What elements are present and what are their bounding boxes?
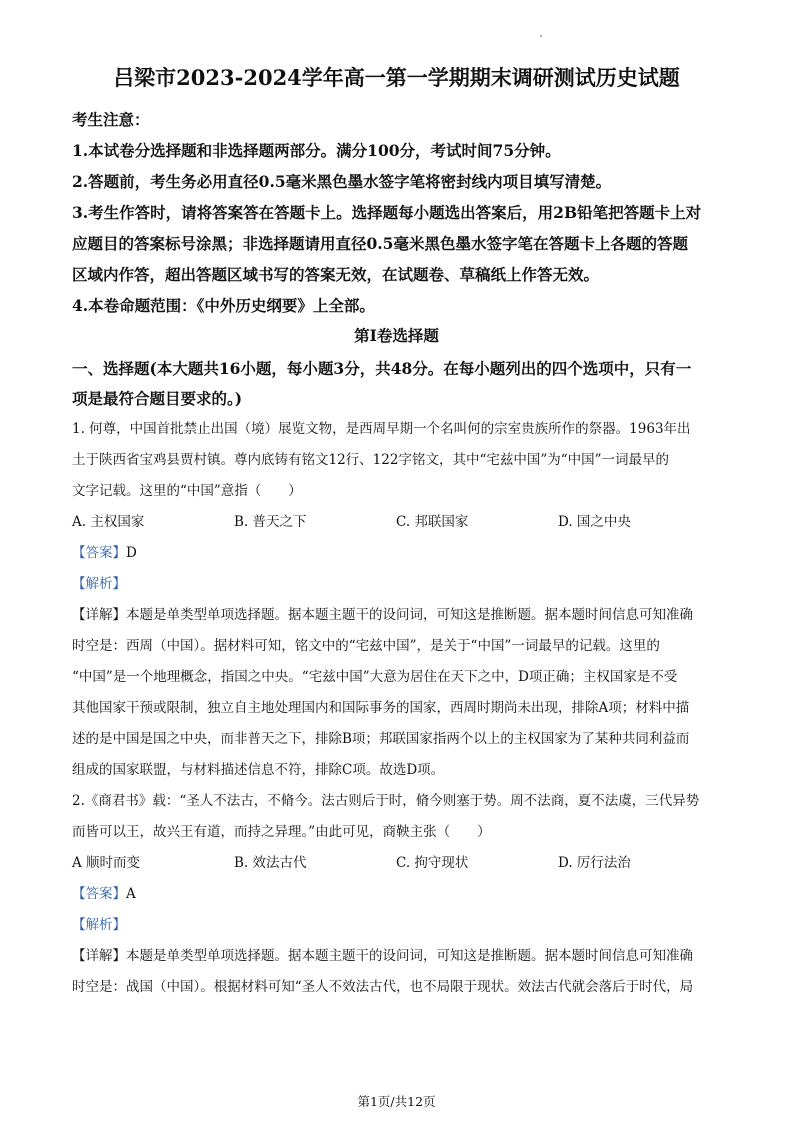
page-title: 吕梁市2023-2024学年高一第一学期期末调研测试历史试题 xyxy=(113,65,680,90)
answer-tag: 【答案】 xyxy=(72,545,126,561)
detail-tag: 【详解】 xyxy=(72,607,126,623)
analysis-tag: 【解析】 xyxy=(72,917,126,933)
part-heading-line: 项是最符合题目要求的。) xyxy=(72,389,243,408)
q1-stem-line: 土于陕西省宝鸡县贾村镇。尊内底铸有铭文12行、122字铭文，其中“宅兹中国”为“中国”一词最早的 xyxy=(72,452,670,468)
notice-line: 区域内作答，超出答题区域书写的答案无效，在试题卷、草稿纸上作答无效。 xyxy=(72,265,600,284)
q1-option-a: A. 主权国家 xyxy=(72,514,145,530)
notice-line: 1.本试卷分选择题和非选择题两部分。满分100分，考试时间75分钟。 xyxy=(72,141,561,160)
notice-block xyxy=(72,104,732,321)
q2-options xyxy=(72,848,724,879)
notice-line: 应题目的答案标号涂黑；非选择题请用直径0.5毫米黑色墨水签字笔在答题卡上各题的答题 xyxy=(72,234,688,253)
q2-stem-line: 而皆可以王，故兴王有道，而持之异理。”由此可见，商鞅主张（ ） xyxy=(72,824,491,840)
part-heading xyxy=(72,354,732,414)
q2-option-a: A 顺时而变 xyxy=(72,855,141,871)
q1-detail-line: 组成的国家联盟，与材料描述信息不符，排除C项。故选D项。 xyxy=(72,762,445,778)
q2-stem-line: 2.《商君书》载：“圣人不法古，不脩今。法古则后于时，脩今则塞于势。周不法商，夏不法虞，三代异势 xyxy=(72,793,700,809)
q1-options xyxy=(72,507,724,538)
notice-line: 2.答题前，考生务必用直径0.5毫米黑色墨水签字笔将密封线内项目填写清楚。 xyxy=(72,172,612,191)
notice-line: 3.考生作答时，请将答案答在答题卡上。选择题每小题选出答案后，用2B铅笔把答题卡上对 xyxy=(72,203,702,222)
q2-detail-line: 时空是：战国（中国）。根据材料可知“圣人不效法古代，也不局限于现状。效法古代就会落后于时代，局 xyxy=(72,979,694,995)
part-heading-line: 一、选择题(本大题共16小题，每小题3分，共48分。在每小题列出的四个选项中，只有一 xyxy=(72,359,692,378)
q2-option-b: B. 效法古代 xyxy=(234,855,307,871)
answer-tag: 【答案】 xyxy=(72,886,126,902)
q2-option-d: D. 厉行法治 xyxy=(558,855,631,871)
q1-option-d: D. 国之中央 xyxy=(558,514,631,530)
detail-tag: 【详解】 xyxy=(72,948,126,964)
q1-option-c: C. 邦联国家 xyxy=(396,514,469,530)
detail-text: 本题是单类型单项选择题。据本题主题干的设问词，可知这是推断题。据本题时间信息可知准确 xyxy=(126,948,693,964)
q1-detail-line: 时空是：西周（中国）。据材料可知，铭文中的“宅兹中国”，是关于“中国”一词最早的记载。这里的 xyxy=(72,638,660,654)
q1-detail-line: 其他国家干预或限制，独立自主地处理国内和国际事务的国家，西周时期尚未出现，排除A项；材料中描 xyxy=(72,700,690,716)
page-number: 第1页/共12页 xyxy=(357,1094,436,1109)
analysis-tag: 【解析】 xyxy=(72,576,126,592)
answer-value: D xyxy=(126,545,137,561)
q1-stem-line: 文字记载。这里的“中国”意指（ ） xyxy=(72,483,302,499)
q2-option-c: C. 拘守现状 xyxy=(396,855,469,871)
q1-detail-line xyxy=(72,600,724,631)
q1-answer xyxy=(72,538,724,569)
q1-detail-line: 述的是中国是国之中央，而非普天之下，排除B项；邦联国家指两个以上的主权国家为了某种共同利益而 xyxy=(72,731,690,747)
detail-text: 本题是单类型单项选择题。据本题主题干的设问词，可知这是推断题。据本题时间信息可知准确 xyxy=(126,607,693,623)
q2-detail-line xyxy=(72,941,724,972)
notice-heading: 考生注意： xyxy=(72,110,150,129)
notice-line: 4.本卷命题范围：《中外历史纲要》上全部。 xyxy=(72,296,375,315)
answer-value: A xyxy=(126,886,136,902)
q1-stem-line: 1. 何尊，中国首批禁止出国（境）展览文物，是西周早期一个名叫何的宗室贵族所作的祭器。1963年出 xyxy=(72,421,691,437)
section-title: 第Ⅰ卷选择题 xyxy=(354,326,439,345)
question-2 xyxy=(72,786,724,1003)
q2-answer xyxy=(72,879,724,910)
question-1 xyxy=(72,414,724,786)
q1-option-b: B. 普天之下 xyxy=(234,514,307,530)
scan-dot xyxy=(540,35,542,37)
q1-detail-line: “中国”是一个地理概念，指国之中央。“宅兹中国”大意为居住在天下之中，D项正确；主权国家是不受 xyxy=(72,669,678,685)
